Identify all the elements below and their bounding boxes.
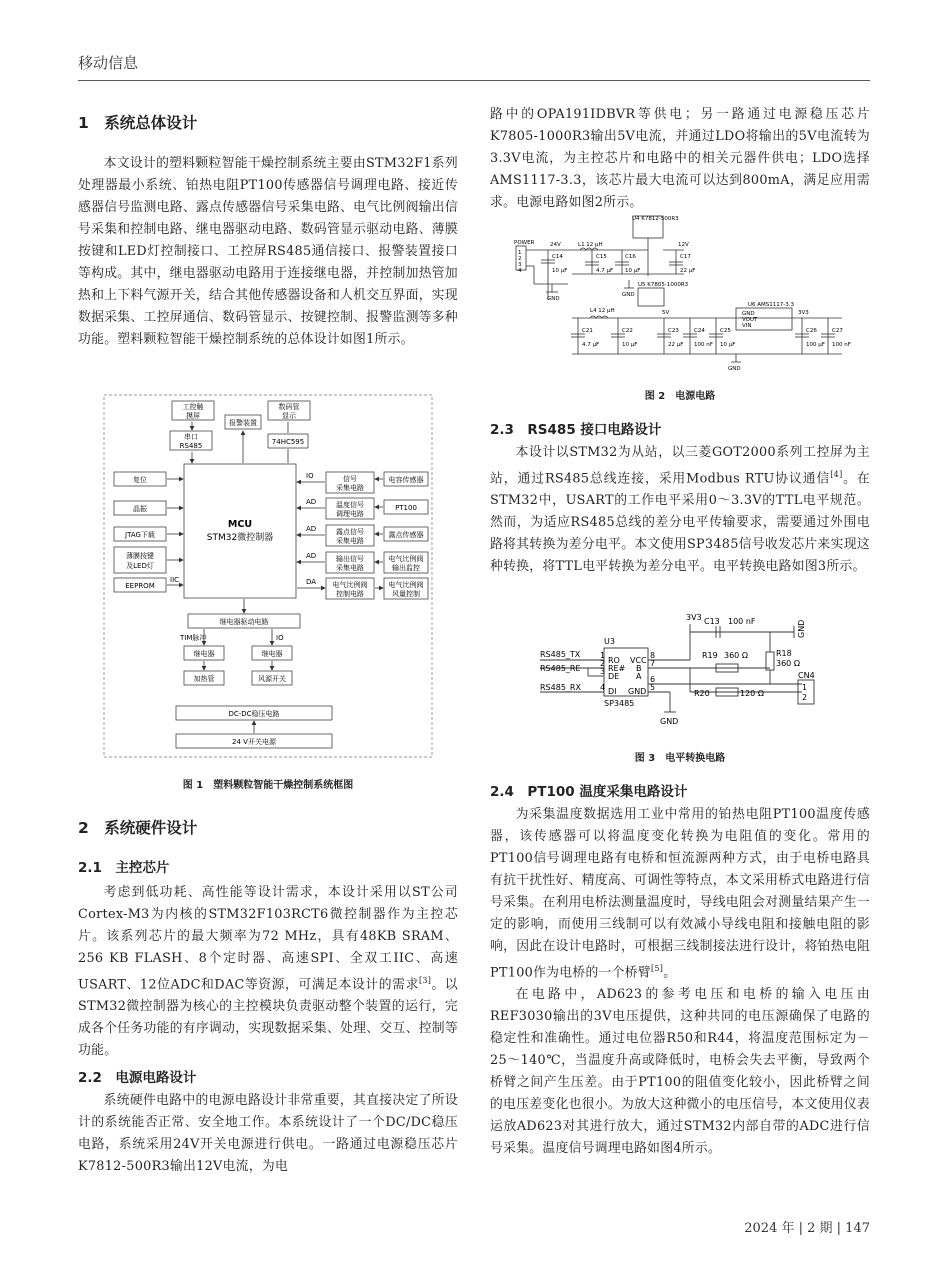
gnd-label-3: GND bbox=[728, 366, 741, 372]
relay-2: 继电器 bbox=[261, 650, 283, 658]
section-1-paragraph: 本文设计的塑料颗粒智能干燥控制系统主要由STM32F1系列处理器最小系统、铂热电阻PT100传感器信号调理电路、接近传感器信号监测电路、露点传感器信号采集电路、电气比例阀输出信号采集和控制电路、继电器驱动电路、数码管显示驱动电路、薄膜按键和LED灯控制接口、工控屏RS485通信接口、报警装置接口等构成。其中，继电器驱动电路用于连接继电器，并控制加热管加热和上下料气源开关，结合其他传感器设备和人机交互界面，实现数据采集、工控屏通信、数码管显示、按键控制、报警监测等多种功能。塑料颗粒智能干燥控制系统的总体设计如图1所示。 bbox=[78, 156, 458, 347]
s24-tail: 。 bbox=[663, 965, 677, 981]
ref-3[interactable]: [3] bbox=[418, 976, 432, 985]
figure-2 bbox=[512, 214, 851, 374]
left-column bbox=[78, 104, 458, 351]
c26-value: 100 μF bbox=[806, 342, 825, 348]
valve-ctl-1: 电气比例阀 bbox=[332, 581, 368, 589]
serial-1: 串口 bbox=[184, 433, 198, 441]
ro: RO bbox=[608, 656, 620, 665]
figure-3-caption: 图 3 电平转换电路 bbox=[634, 753, 726, 764]
fan-switch: 风源开关 bbox=[258, 675, 286, 683]
pin1: 1 bbox=[600, 651, 606, 660]
power-circuit bbox=[512, 214, 851, 374]
u6-vout-pin: VOUT bbox=[742, 317, 758, 323]
c25-label: C25 bbox=[720, 328, 731, 334]
r19: R19 bbox=[702, 651, 718, 660]
c21-label: C21 bbox=[582, 328, 593, 334]
c17-label: C17 bbox=[680, 254, 691, 260]
r18: R18 bbox=[776, 649, 792, 658]
de: DE bbox=[608, 672, 620, 681]
section-2-2-title: 2.2 电源电路设计 bbox=[78, 1070, 197, 1087]
c17-value: 22 μF bbox=[680, 268, 696, 274]
di: DI bbox=[608, 687, 617, 696]
section-2-3-paragraph bbox=[490, 442, 870, 578]
valve-air-1: 电气比例阀 bbox=[388, 581, 424, 589]
figure-3 bbox=[540, 608, 830, 738]
ad-label-1: AD bbox=[306, 498, 317, 506]
r20-value: 120 Ω bbox=[740, 689, 764, 698]
alarm-device: 报警装置 bbox=[229, 419, 257, 427]
section-2-1-title: 2.1 主控芯片 bbox=[78, 860, 170, 876]
ref-4[interactable]: [4] bbox=[830, 470, 843, 479]
section-2-2-paragraph: 系统硬件电路中的电源电路设计非常重要，其直接决定了所设计的系统能否正常、安全地工作。本系统设计了一个DC/DC稳压电路，系统采用24V开关电源进行供电。一路通过电源稳压芯片K7812-500R3输出12V电流，为电 bbox=[78, 1093, 458, 1175]
cn4-pin1: 1 bbox=[802, 683, 808, 692]
vcc: VCC bbox=[630, 656, 647, 665]
c24-value: 100 nF bbox=[694, 342, 713, 348]
hc595-label: 74HC595 bbox=[271, 438, 305, 446]
c14-value: 10 μF bbox=[552, 268, 568, 274]
section-2-4-paragraph-1 bbox=[490, 804, 870, 984]
pin3: 3 bbox=[600, 667, 606, 676]
re: RE# bbox=[608, 664, 626, 673]
diagram-dashed-border bbox=[104, 395, 432, 757]
v12-label: 12V bbox=[678, 242, 689, 248]
valve-mon-1: 电气比例阀 bbox=[388, 555, 424, 563]
right-column-lower bbox=[490, 780, 870, 1160]
section-2-2-continued: 路中的OPA191IDBVR等供电；另一路通过电源稳压芯片K7805-1000R3输出5V电流，并通过LDO将输出的5V电流转为3.3V电流，为主控芯片和电路中的相关元器件供电；LDO选择AMS1117-3.3，该芯片最大电流可以达到800mA，满足应用需求。电源电路如图2所示。 bbox=[490, 107, 870, 210]
s23-text: 本设计以STM32为从站，以三菱GOT2000系列工控屏为主站，通过RS485总线连接，采用Modbus RTU协议通信 bbox=[490, 445, 870, 487]
c16-value: 10 μF bbox=[625, 268, 641, 274]
section-2-title: 2 系统硬件设计 bbox=[78, 819, 198, 837]
r19-value: 360 Ω bbox=[724, 651, 748, 660]
dcdc-reg: DC-DC稳压电路 bbox=[228, 710, 280, 718]
rs485-tx: RS485_TX bbox=[540, 650, 581, 659]
ad-label-3: AD bbox=[306, 552, 317, 560]
gnd-bottom: GND bbox=[660, 717, 679, 726]
pt100-box: PT100 bbox=[395, 504, 417, 512]
journal-name: 移动信息 bbox=[78, 54, 139, 72]
mcu-label: MCU bbox=[227, 519, 253, 530]
c13-value: 100 nF bbox=[728, 617, 756, 626]
u4-label: U4 K7812-500R3 bbox=[632, 216, 679, 222]
u6-label: U6 AMS1117-3.3 bbox=[748, 302, 795, 308]
mcu-name: STM32微控制器 bbox=[206, 533, 274, 543]
pin7: 7 bbox=[650, 659, 656, 668]
gnd-label-1: GND bbox=[547, 296, 560, 302]
heater: 加热管 bbox=[193, 675, 215, 683]
digit-display-2: 显示 bbox=[282, 412, 296, 420]
ad-label-2: AD bbox=[306, 525, 317, 533]
c22-label: C22 bbox=[622, 328, 633, 334]
dew-cond-2: 采集电路 bbox=[336, 537, 364, 545]
left-column-lower bbox=[78, 816, 458, 1178]
a: A bbox=[636, 672, 642, 681]
u6-vin-pin: VIN bbox=[742, 323, 752, 329]
c21-value: 4.7 μF bbox=[582, 342, 600, 348]
section-2-4-paragraph-2: 在电路中，AD623的参考电压和电桥的输入电压由REF3030输出的3V电压提供，这种共同的电压源确保了电路的稳定性和准确性。通过电位器R50和R44，将温度范围标定为－25～140℃，当温度升高或降低时，电桥会失去平衡，导致两个桥臂之间产生压差。由于PT100的阻值变化较小，因此桥臂之间的电压差变化也很小。为放大这种微小的电压信号，本文使用仪表运放AD623对其进行放大，通过STM32内部自带的ADC进行信号采集。温度信号调理电路如图4所示。 bbox=[490, 987, 870, 1157]
jtag-label: JTAG下载 bbox=[125, 531, 155, 539]
b: B bbox=[636, 664, 642, 673]
dew-sensor: 露点传感器 bbox=[388, 531, 424, 539]
valve-mon-2: 输出监控 bbox=[392, 564, 420, 572]
pin4: 4 bbox=[600, 683, 606, 692]
s23-tail: 。在STM32中，USART的工作电平采用0～3.3V的TTL电平规范。然而，为适应RS485总线的差分电平传输要求，需要通过外围电路将其转换为差分电平。本文使用SP3485信号收发芯片来实现这种转换，将TTL电平转换为差分电平。电平转换电路如图3所示。 bbox=[490, 471, 870, 575]
pin8: 8 bbox=[650, 651, 656, 660]
figure-2-caption: 图 2 电源电路 bbox=[644, 391, 716, 402]
v33: 3V3 bbox=[686, 613, 702, 622]
right-column bbox=[490, 104, 870, 214]
l1-label: L1 12 μH bbox=[578, 242, 603, 248]
temp-cond-2: 调理电路 bbox=[336, 510, 364, 518]
signal-collect-2: 采集电路 bbox=[336, 484, 364, 492]
u6-gnd-pin: GND bbox=[742, 311, 755, 317]
u5-label: U5 K7805-1000R3 bbox=[638, 282, 689, 288]
relay-driver: 继电器驱动电路 bbox=[219, 618, 269, 626]
touch-screen-1: 工控触 bbox=[182, 403, 204, 411]
pin6: 6 bbox=[650, 675, 656, 684]
ref-5[interactable]: [5] bbox=[650, 964, 664, 973]
rs485-re: RS485_RE bbox=[540, 664, 581, 673]
c27-value: 100 nF bbox=[832, 342, 851, 348]
pin-1: 1 bbox=[518, 250, 522, 256]
rs485-rx: RS485_RX bbox=[540, 683, 581, 692]
system-block-diagram bbox=[96, 392, 438, 762]
serial-2: RS485 bbox=[179, 442, 203, 450]
touch-screen-2: 摸屏 bbox=[186, 412, 200, 420]
c16-label: C16 bbox=[625, 254, 636, 260]
relay-io: IO bbox=[276, 634, 284, 642]
c14-label: C14 bbox=[552, 254, 563, 260]
c25-value: 10 μF bbox=[720, 342, 736, 348]
c13: C13 bbox=[704, 617, 720, 626]
sp3485: SP3485 bbox=[604, 699, 635, 708]
c15-label: C15 bbox=[596, 254, 607, 260]
keypad-label-2: 及LED灯 bbox=[126, 562, 154, 570]
figure-1 bbox=[96, 392, 438, 762]
v24-label: 24V bbox=[550, 242, 561, 248]
out-sig-1: 输出信号 bbox=[336, 555, 364, 563]
relay-1: 继电器 bbox=[193, 650, 215, 658]
keypad-label-1: 薄膜按键 bbox=[126, 552, 154, 560]
reset-label: 复位 bbox=[133, 476, 147, 484]
eeprom-label: EEPROM bbox=[125, 582, 155, 590]
gnd-top: GND bbox=[797, 619, 806, 638]
l4-label: L4 12 μH bbox=[590, 308, 615, 314]
pin-2: 2 bbox=[518, 256, 522, 262]
s21-tail: 。以STM32微控制器为核心的主控模块负责驱动整个装置的运行，完成各个任务功能的有序调动，实现数据采集、处理、交互、控制等功能。 bbox=[78, 977, 458, 1059]
valve-ctl-2: 控制电路 bbox=[336, 590, 364, 598]
cap-sensor: 电容传感器 bbox=[388, 476, 424, 484]
c26-label: C26 bbox=[806, 328, 817, 334]
r18-value: 360 Ω bbox=[776, 659, 800, 668]
power-label: POWER bbox=[514, 240, 535, 246]
page-footer: 2024 年 | 2 期 | 147 bbox=[744, 1221, 870, 1236]
da-label: DA bbox=[306, 578, 317, 586]
digit-display-1: 数码管 bbox=[278, 403, 300, 411]
c23-value: 22 μF bbox=[668, 342, 684, 348]
cn4: CN4 bbox=[798, 671, 815, 680]
section-2-3-title: 2.3 RS485 接口电路设计 bbox=[490, 422, 662, 438]
temp-cond-1: 温度信号 bbox=[336, 501, 364, 509]
out-sig-2: 采集电路 bbox=[336, 564, 364, 572]
c22-value: 10 μF bbox=[622, 342, 638, 348]
v33-label: 3V3 bbox=[798, 310, 809, 316]
s21-text: 考虑到低功耗、高性能等设计需求，本设计采用以ST公司Cortex-M3为内核的STM32F103RCT6微控制器作为主控芯片。该系列芯片的最大频率为72 MHz，具有48KB SRAM、256 KB FLASH、8个定时器、高速SPI、全双工IIC、高速USART、12位ADC和DAC等资源，可满足本设计的需求 bbox=[78, 885, 458, 993]
u3: U3 bbox=[604, 637, 615, 646]
io-label: IO bbox=[306, 472, 314, 480]
tim-pulse: TIM脉冲 bbox=[180, 634, 207, 642]
pin-3: 3 bbox=[518, 262, 522, 268]
figure-1-caption: 图 1 塑料颗粒智能干燥控制系统框图 bbox=[182, 780, 354, 791]
c24-label: C24 bbox=[694, 328, 705, 334]
v5-label: 5V bbox=[662, 310, 670, 316]
level-shift-circuit bbox=[540, 608, 830, 738]
gnd-pin: GND bbox=[628, 687, 647, 696]
r20: R20 bbox=[694, 689, 710, 698]
right-column-mid bbox=[490, 418, 870, 578]
header-rule bbox=[78, 80, 870, 81]
pin5: 5 bbox=[650, 683, 656, 692]
gnd-label-2: GND bbox=[622, 292, 635, 298]
s24-text: 为采集温度数据选用工业中常用的铂热电阻PT100温度传感器，该传感器可以将温度变化转换为电阻值的变化。常用的PT100信号调理电路有电桥和恒流源两种方式，由于电桥电路具有抗干扰性好、精度高、可调性等特点，本文采用桥式电路进行信号采集。在利用电桥法测量温度时，导线电阻会对测量结果产生一定的影响，而使用三线制可以有效减小导线电阻和接触电阻的影响，因此在设计电路时，可根据三线制接法进行设计，将铂热电阻PT100作为电桥的一个桥臂 bbox=[490, 807, 870, 981]
pin2: 2 bbox=[600, 659, 606, 668]
psu-24v: 24 V开关电源 bbox=[232, 738, 276, 746]
signal-collect-1: 信号 bbox=[343, 475, 357, 483]
pin-4: 4 bbox=[518, 268, 522, 274]
dew-cond-1: 露点信号 bbox=[336, 528, 364, 536]
c15-value: 4.7 μF bbox=[596, 268, 614, 274]
iic-label: IIC bbox=[170, 576, 180, 584]
section-2-1-paragraph bbox=[78, 882, 458, 1062]
section-1-title: 1 系统总体设计 bbox=[78, 114, 198, 132]
valve-air-2: 风量控制 bbox=[392, 590, 420, 598]
crystal-label: 晶振 bbox=[133, 505, 147, 513]
section-2-4-title: 2.4 PT100 温度采集电路设计 bbox=[490, 784, 688, 800]
c27-label: C27 bbox=[832, 328, 843, 334]
cn4-pin2: 2 bbox=[802, 693, 808, 702]
c23-label: C23 bbox=[668, 328, 679, 334]
